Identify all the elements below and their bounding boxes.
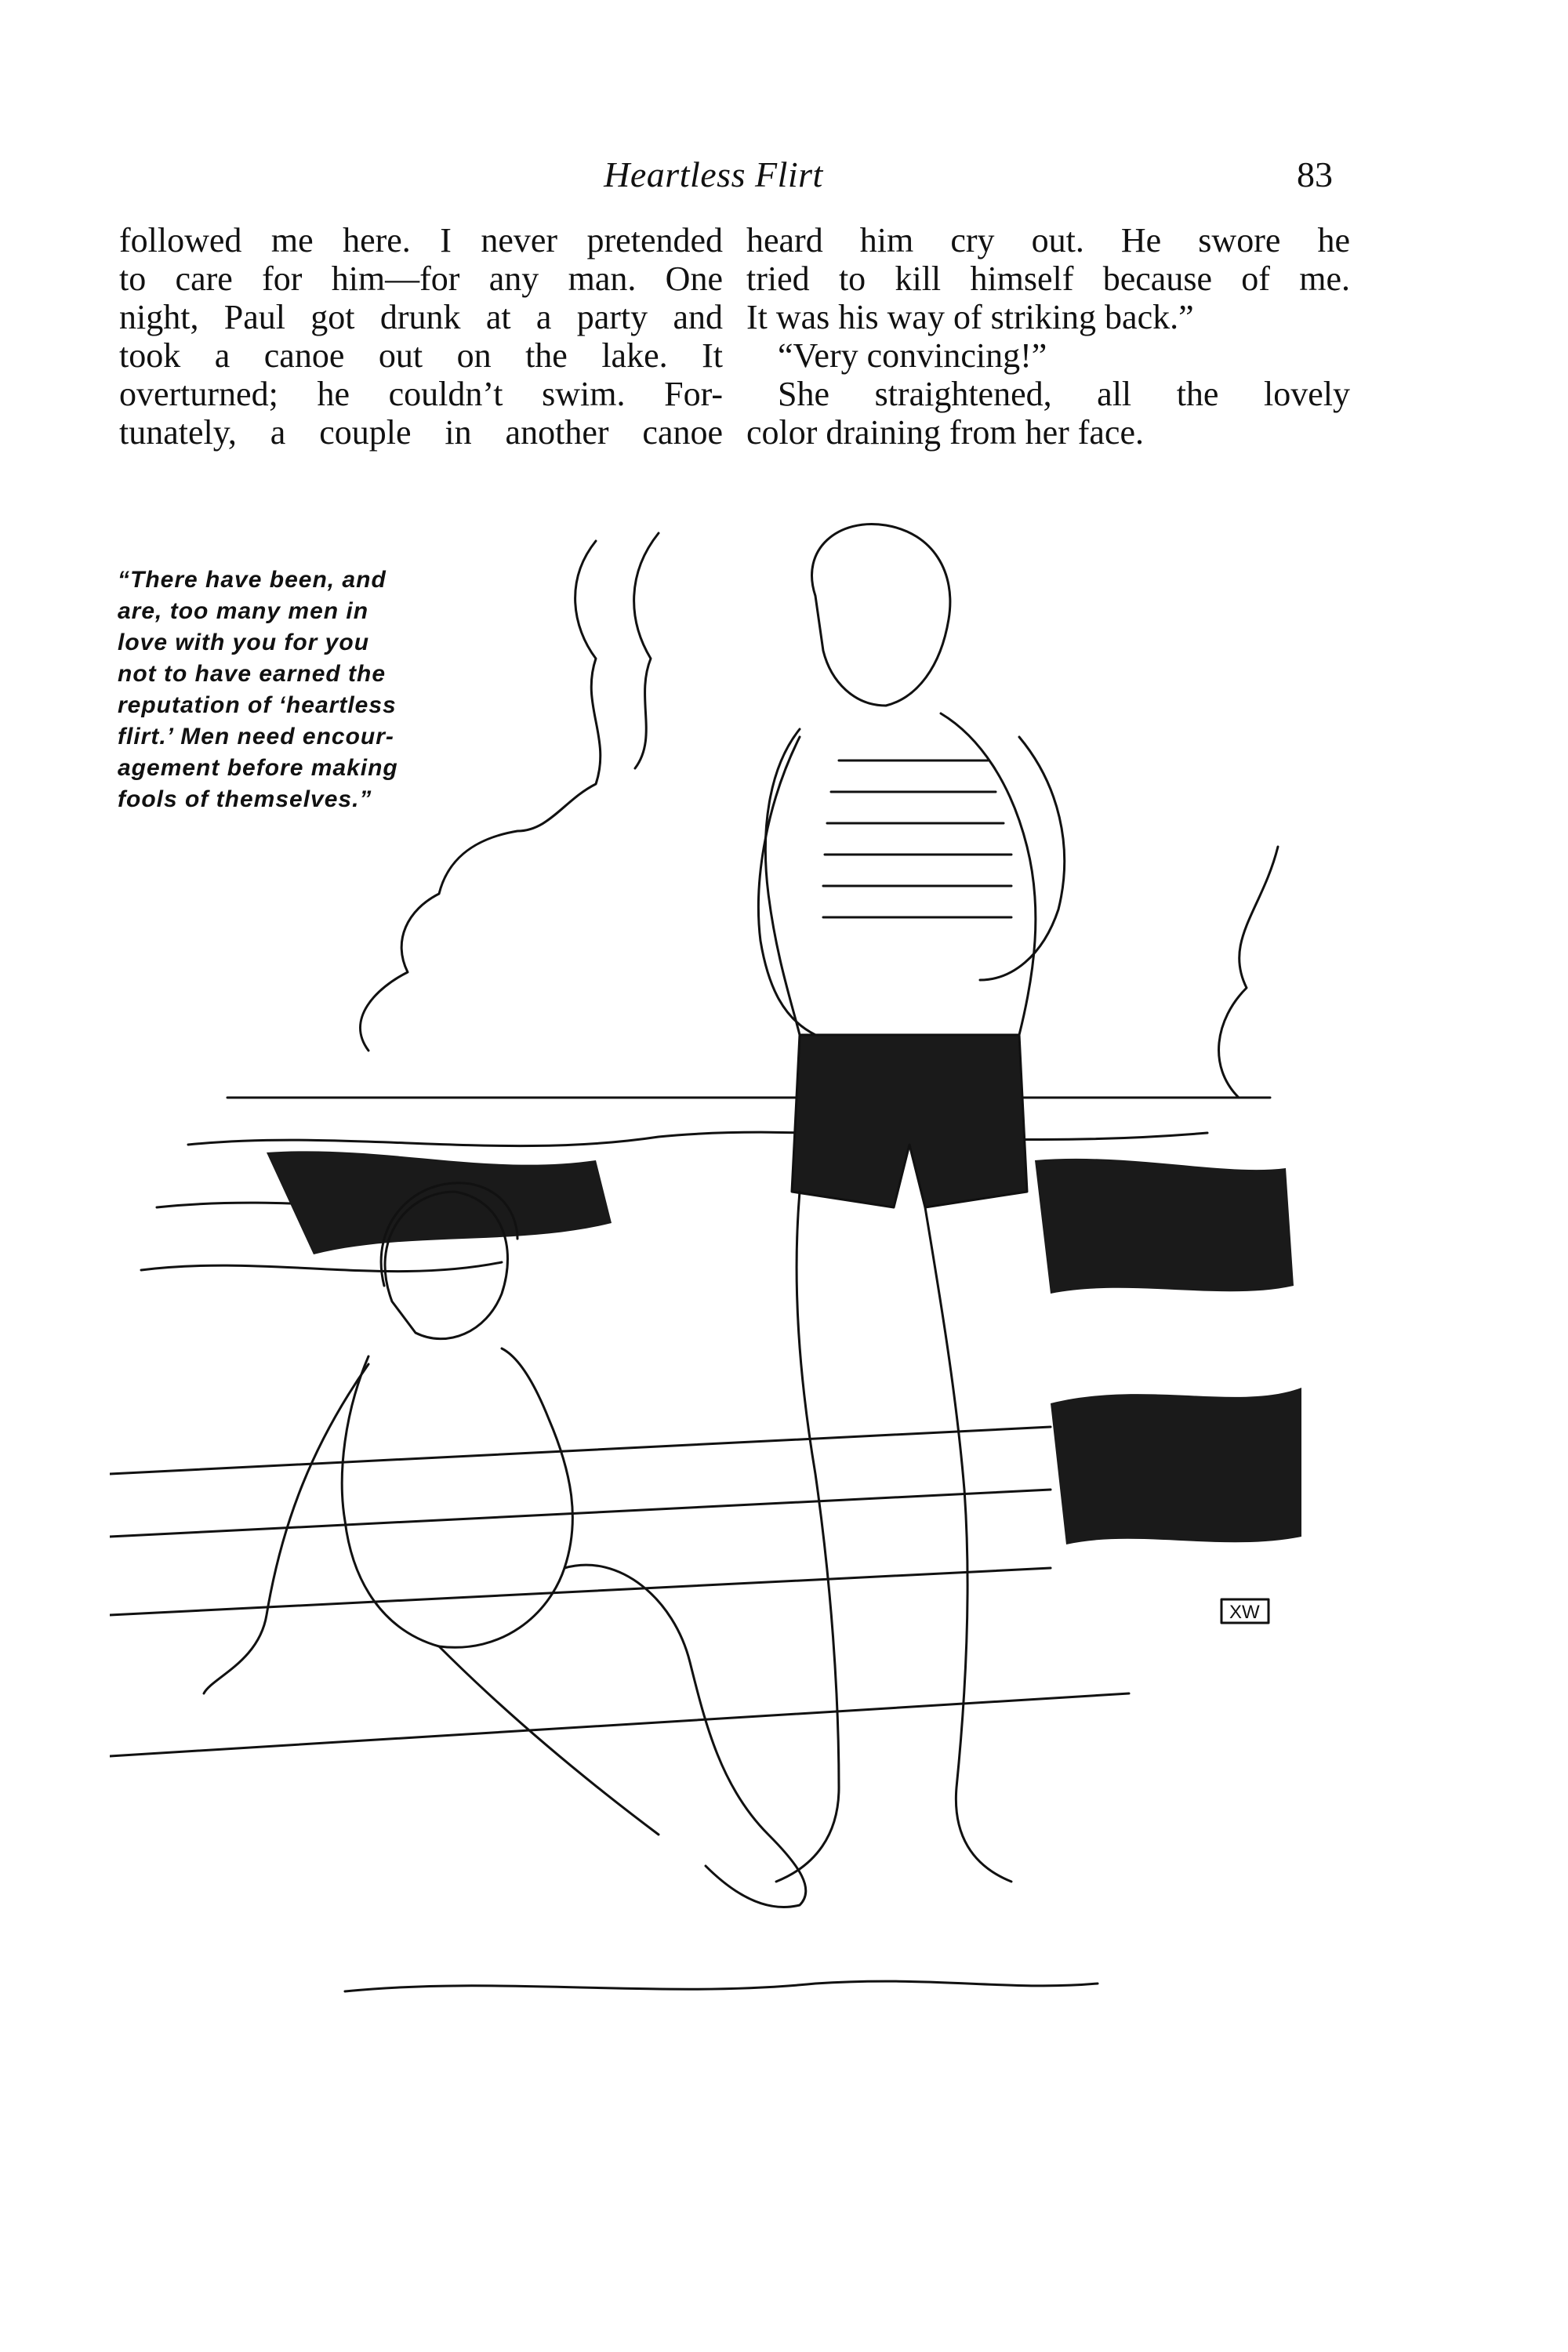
right-text-column (746, 221, 1350, 452)
man-head (812, 524, 950, 706)
page-number: 83 (1297, 154, 1333, 194)
dark-water (267, 1151, 612, 1254)
text-line: “Very convincing!” (778, 336, 1047, 375)
sea-line (141, 1262, 502, 1272)
dock-plank (110, 1693, 1129, 1756)
man-leg-right (925, 1207, 1011, 1882)
dark-water (1051, 1388, 1301, 1544)
caption-line: not to have earned the (118, 661, 387, 687)
caption-line: love with you for you (118, 630, 370, 655)
caption-line: reputation of ‘heartless (118, 692, 397, 718)
man-leg-left (776, 1192, 839, 1882)
man-trunks (792, 1035, 1027, 1207)
text-line: to care for him—for any man. One (119, 260, 723, 298)
dock-plank (110, 1568, 1051, 1615)
dock-plank (110, 1427, 1051, 1474)
woman-body (342, 1348, 572, 1647)
running-title: Heartless Flirt (604, 154, 823, 194)
woman-leg-back (439, 1646, 659, 1835)
artist-signature: XW (1229, 1602, 1260, 1623)
caption-line: are, too many men in (118, 598, 369, 624)
shore-line (345, 1981, 1098, 1991)
caption-line: flirt.’ Men need encour- (118, 724, 394, 750)
text-line: heard him cry out. He swore he (746, 221, 1350, 260)
man-arm-right (980, 737, 1065, 980)
text-line: It was his way of striking back.” (746, 298, 1194, 336)
dark-water (1035, 1159, 1294, 1294)
text-line: overturned; he couldn’t swim. For- (119, 375, 723, 413)
text-line: took a canoe out on the lake. It (119, 336, 723, 375)
text-line: color draining from her face. (746, 413, 1144, 452)
dock-plank (110, 1490, 1051, 1537)
text-line: tried to kill himself because of me. (746, 260, 1350, 298)
illustration-caption (118, 564, 447, 815)
cloud-right (1219, 847, 1278, 1098)
left-text-column (119, 221, 723, 452)
woman-leg (564, 1565, 806, 1907)
caption-line: agement before making (118, 755, 398, 781)
man-suit-stripes (823, 760, 1011, 917)
text-line: followed me here. I never pretended (119, 221, 723, 260)
sea-line (188, 1132, 1207, 1145)
text-line: night, Paul got drunk at a party and (119, 298, 723, 336)
text-line: She straightened, all the lovely (778, 375, 1350, 413)
woman-arm-left (204, 1364, 368, 1693)
cloud-left-inner (634, 533, 659, 768)
caption-line: fools of themselves.” (118, 786, 372, 812)
text-line: tunately, a couple in another canoe (119, 413, 723, 452)
caption-line: “There have been, and (118, 567, 387, 593)
